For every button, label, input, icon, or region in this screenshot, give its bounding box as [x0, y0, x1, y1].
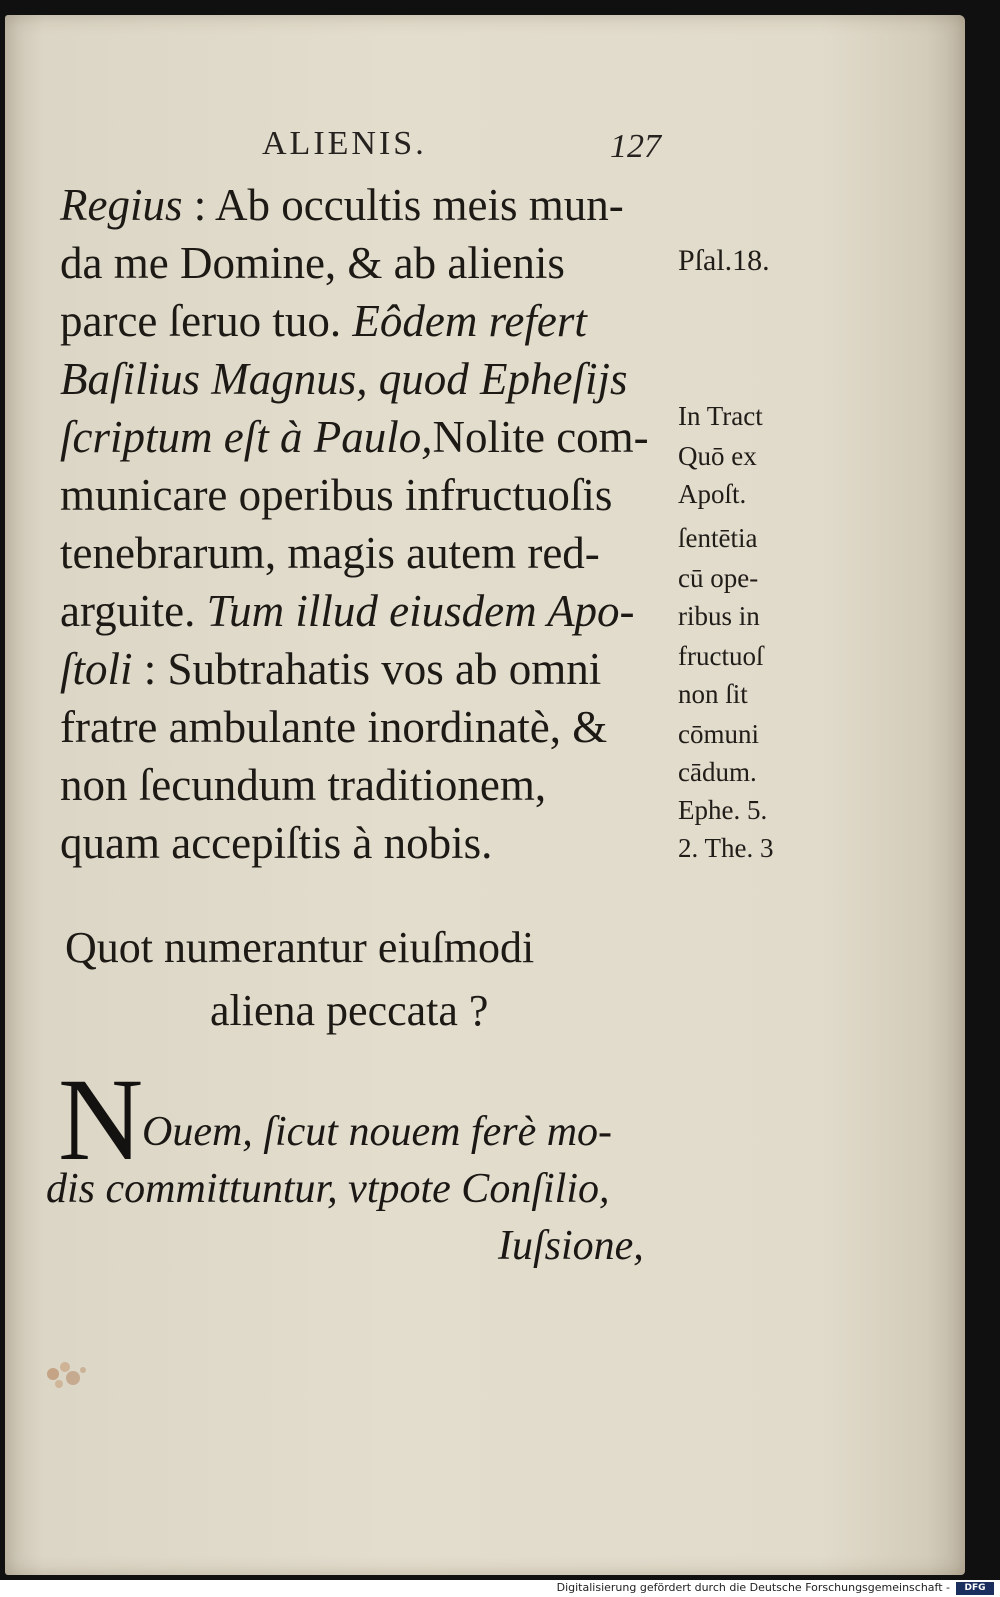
margin-note: cōmuni	[678, 719, 759, 749]
funding-credit: Digitalisierung gefördert durch die Deutsche Forschungsgemeinschaft -	[556, 1581, 950, 1594]
text-line-1: Regius : Ab occultis meis mun-	[60, 180, 624, 230]
margin-note: In Tract	[678, 401, 763, 431]
page-number: 127	[610, 128, 661, 165]
margin-note: Quō ex	[678, 441, 757, 471]
margin-note: 2. The. 3	[678, 833, 774, 863]
margin-note: cādum.	[678, 757, 757, 787]
text-line-3: parce ſeruo tuo. Eôdem refert	[60, 296, 587, 346]
text-line-12: quam accepiſtis à nobis.	[60, 818, 493, 868]
margin-note: Apoſt.	[678, 479, 747, 509]
text-line-2: da me Domine, & ab alienis	[60, 238, 565, 288]
dfg-logo: DFG	[956, 1582, 994, 1595]
text-line-8: arguite. Tum illud eiusdem Apo-	[60, 586, 635, 636]
margin-note-psalm: Pſal.18.	[678, 244, 770, 277]
answer-line-2: dis committuntur, vtpote Conſilio,	[46, 1166, 610, 1212]
text-line-7: tenebrarum, magis autem red-	[60, 528, 600, 578]
text-line-9: ſtoli : Subtrahatis vos ab omni	[60, 644, 602, 694]
margin-note: Ephe. 5.	[678, 795, 768, 825]
running-head: ALIENIS.	[262, 125, 427, 162]
margin-note: ribus in	[678, 601, 760, 631]
answer-line-3: Iuſsione,	[498, 1223, 644, 1269]
question-line-2: aliena peccata ?	[210, 986, 489, 1035]
margin-note: cū ope-	[678, 563, 759, 593]
margin-note: fructuoſ	[678, 641, 764, 671]
text-line-6: municare operibus infructuoſis	[60, 470, 613, 520]
text-line-4: Baſilius Magnus, quod Epheſijs	[60, 354, 628, 404]
text-line-11: non ſecundum traditionem,	[60, 760, 547, 810]
question-line-1: Quot numerantur eiuſmodi	[65, 923, 535, 972]
answer-line-1: Ouem, ſicut nouem ferè mo-	[142, 1109, 613, 1155]
text-line-5: ſcriptum eſt à Paulo,Nolite com-	[60, 412, 649, 462]
page-stain	[41, 1352, 93, 1392]
text-line-10: fratre ambulante inordinatè, &	[60, 702, 608, 752]
margin-note: ſentētia	[678, 523, 758, 553]
drop-capital: N	[58, 1054, 144, 1185]
margin-note: non ſit	[678, 679, 748, 709]
